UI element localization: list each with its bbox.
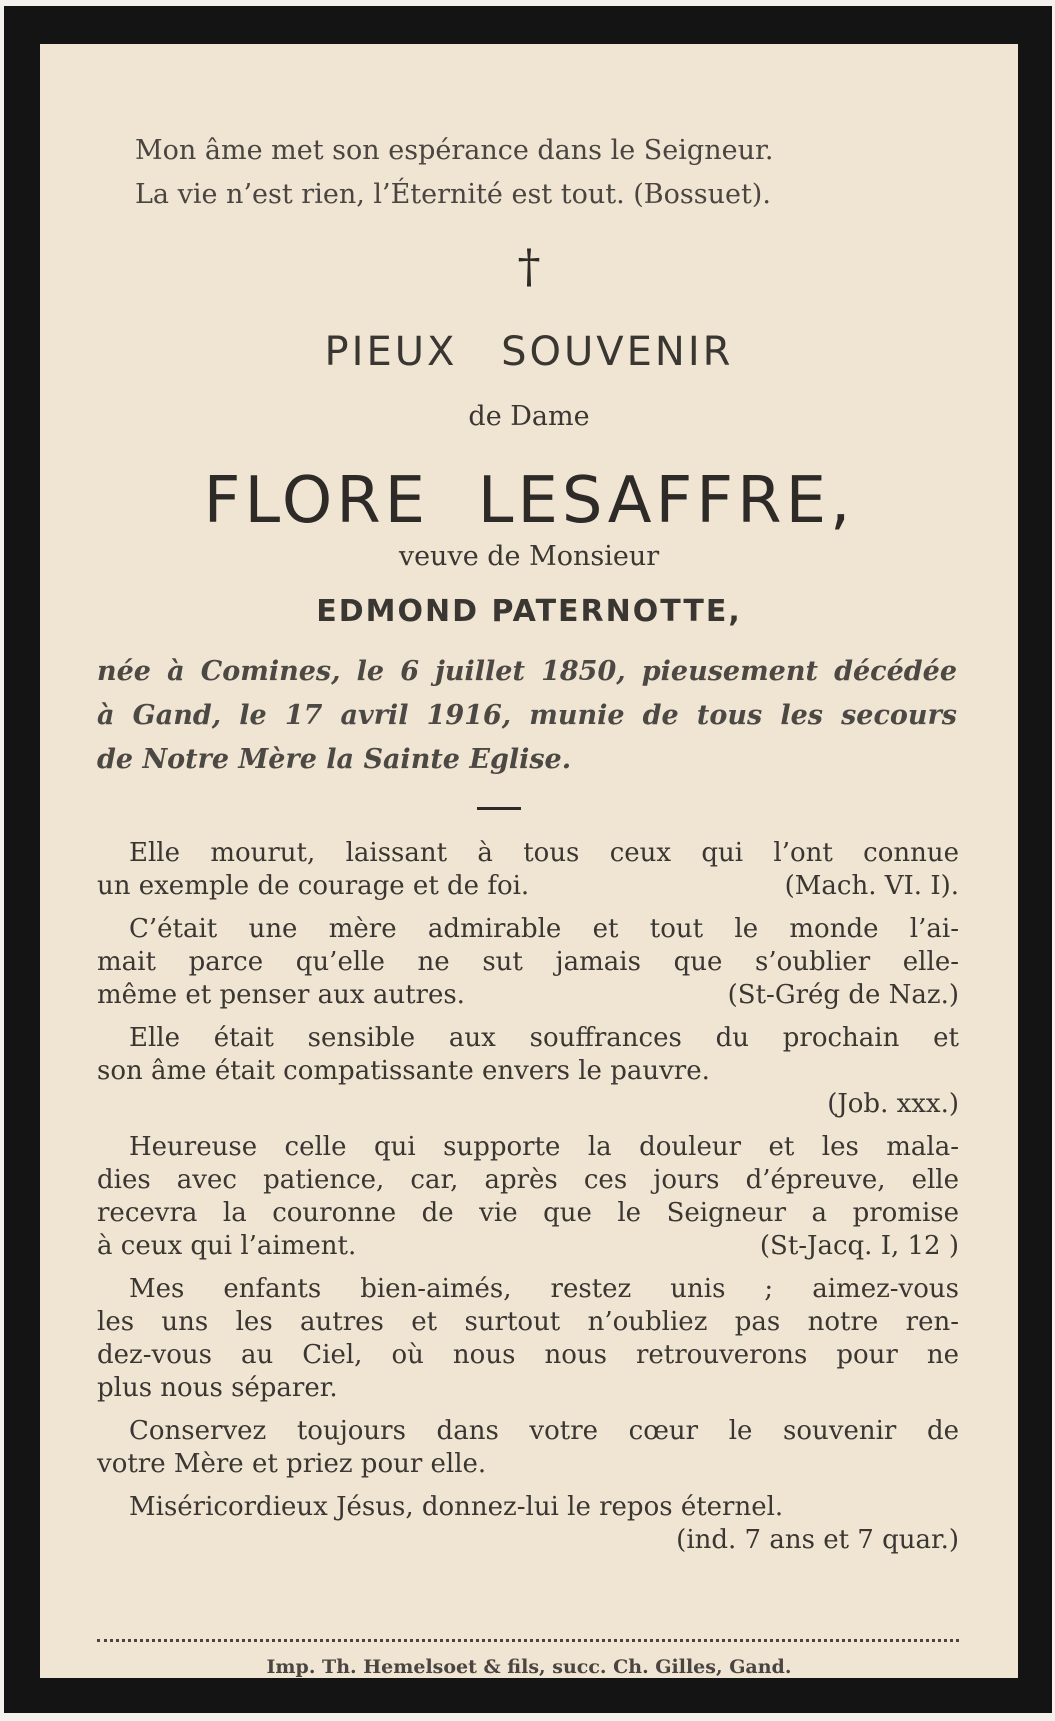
p4-line-2: dies avec patience, car, après ces jours d’épreuve, elle: [97, 1165, 959, 1195]
bio-line-1: née à Comines, le 6 juillet 1850, pieusement décédée: [97, 656, 957, 687]
memorial-card: [40, 44, 1018, 1678]
printer-imprint: Imp. Th. Hemelsoet & fils, succ. Ch. Gilles, Gand.: [266, 1656, 792, 1678]
p3-reference: (Job. xxx.): [827, 1089, 959, 1119]
p7-line-1: Miséricordieux Jésus, donnez-lui le repos éternel.: [129, 1492, 784, 1522]
paragraph-7: [97, 1491, 959, 1557]
prayer-text: [97, 837, 959, 1567]
paragraph-5: [97, 1273, 959, 1405]
cross-icon: †: [517, 239, 541, 293]
p6-line-2: votre Mère et priez pour elle.: [97, 1449, 487, 1479]
paragraph-3: [97, 1022, 959, 1121]
p4-line-4-text: à ceux qui l’aiment.: [97, 1231, 357, 1261]
p4-line-1: Heureuse celle qui supporte la douleur et les mala-: [129, 1132, 959, 1162]
p7-reference: (ind. 7 ans et 7 quar.): [676, 1525, 959, 1555]
p2-line-2: mait parce qu’elle ne sut jamais que s’oublier elle-: [97, 947, 959, 977]
paragraph-2: [97, 913, 959, 1012]
subtitle: de Dame: [468, 401, 590, 432]
epigraph: [135, 129, 855, 217]
p5-line-1: Mes enfants bien-aimés, restez unis ; aimez-vous: [129, 1274, 959, 1304]
mourning-card-border: [4, 6, 1052, 1713]
epigraph-line-1: Mon âme met son espérance dans le Seigneur.: [135, 135, 774, 166]
p4-reference: (St-Jacq. I, 12 ): [759, 1231, 959, 1261]
p2-line-1: C’était une mère admirable et tout le monde l’ai-: [129, 914, 959, 944]
biography: [97, 650, 957, 782]
p5-line-2: les uns les autres et surtout n’oubliez pas notre ren-: [97, 1307, 959, 1337]
card-title: [40, 329, 1018, 375]
p6-line-1: Conservez toujours dans votre cœur le souvenir de: [129, 1416, 959, 1446]
deceased-name: FLORE LESAFFRE,: [203, 464, 855, 538]
bio-line-3: de Notre Mère la Sainte Eglise.: [97, 744, 572, 775]
p2-line-3: [97, 979, 959, 1012]
p4-line-3: recevra la couronne de vie que le Seigneur a promise: [97, 1198, 959, 1228]
paragraph-4: [97, 1131, 959, 1263]
title-word-2: SOUVENIR: [501, 329, 734, 375]
p4-line-4: [97, 1230, 959, 1263]
paragraph-6: [97, 1415, 959, 1481]
husband-name: EDMOND PATERNOTTE,: [316, 594, 742, 629]
title-word-1: PIEUX: [324, 329, 458, 375]
divider: [477, 807, 521, 810]
bio-line-2: à Gand, le 17 avril 1916, munie de tous les secours: [97, 700, 957, 731]
p2-line-3-text: même et penser aux autres.: [97, 980, 465, 1010]
p3-line-1: Elle était sensible aux souffrances du prochain et: [129, 1023, 959, 1053]
p1-reference: (Mach. VI. I).: [784, 871, 959, 901]
epigraph-line-2: La vie n’est rien, l’Éternité est tout. (Bossuet).: [135, 179, 771, 210]
widow-of-line: veuve de Monsieur: [398, 541, 660, 572]
p1-line-2-text: un exemple de courage et de foi.: [97, 871, 530, 901]
p1-line-2: [97, 870, 959, 903]
p5-line-4: plus nous séparer.: [97, 1373, 338, 1403]
p1-line-1: Elle mourut, laissant à tous ceux qui l’ont connue: [129, 838, 959, 868]
p2-reference: (St-Grég de Naz.): [727, 980, 959, 1010]
p5-line-3: dez-vous au Ciel, où nous nous retrouverons pour ne: [97, 1340, 959, 1370]
dotted-divider: [97, 1639, 959, 1642]
p3-line-2: son âme était compatissante envers le pauvre.: [97, 1056, 710, 1086]
paragraph-1: [97, 837, 959, 903]
